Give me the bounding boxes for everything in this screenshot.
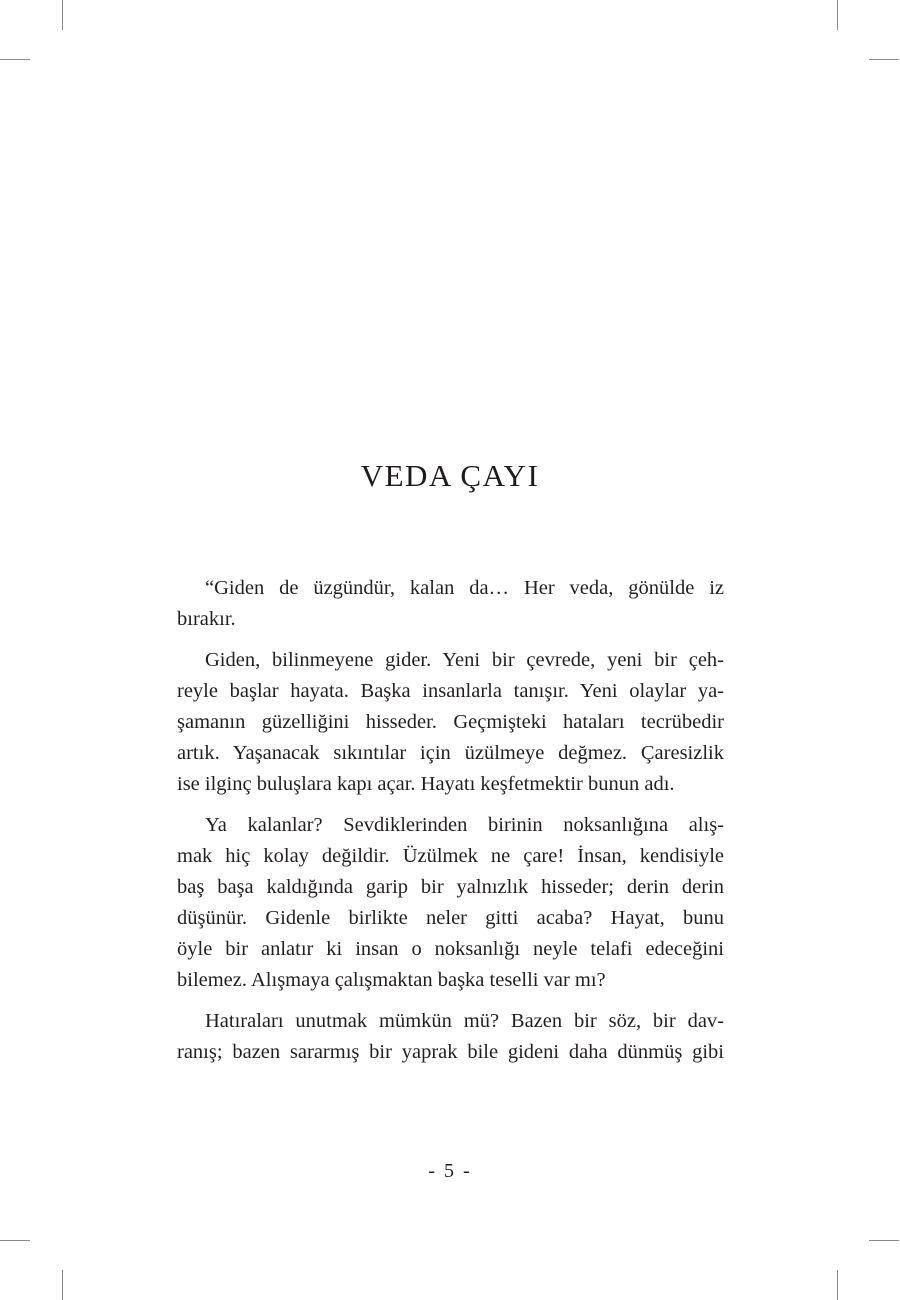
crop-mark-bottom-right-vertical xyxy=(837,1270,838,1300)
text-line: mak hiç kolay değildir. Üzülmek ne çare! İnsan, kendisiyle xyxy=(177,845,724,867)
page-number: - 5 - xyxy=(428,1160,472,1182)
crop-mark-top-left-horizontal xyxy=(0,59,30,60)
text-line: şamanın güzelliğini hisseder. Geçmişteki hataları tecrübedir xyxy=(177,711,724,733)
text-line: artık. Yaşanacak sıkıntılar için üzülmeye değmez. Çaresizlik xyxy=(177,742,724,764)
text-line: reyle başlar hayata. Başka insanlarla tanışır. Yeni olaylar ya- xyxy=(177,680,724,702)
text-line: bilemez. Alışmaya çalışmaktan başka teselli var mı? xyxy=(177,969,606,991)
text-line: Giden, bilinmeyene gider. Yeni bir çevrede, yeni bir çeh- xyxy=(205,649,724,671)
text-line: ranış; bazen sararmış bir yaprak bile gideni daha dünmüş gibi xyxy=(177,1041,724,1063)
text-line: Hatıraları unutmak mümkün mü? Bazen bir söz, bir dav- xyxy=(205,1010,724,1032)
paragraph-2 xyxy=(177,645,724,800)
crop-mark-bottom-right-horizontal xyxy=(869,1240,899,1241)
text-line: baş başa kaldığında garip bir yalnızlık hisseder; derin derin xyxy=(177,876,724,898)
text-line: bırakır. xyxy=(177,608,236,630)
paragraph-3 xyxy=(177,810,724,996)
text-line: ise ilginç buluşlara kapı açar. Hayatı keşfetmektir bunun adı. xyxy=(177,773,675,795)
chapter-title: VEDA ÇAYI xyxy=(360,458,540,493)
paragraph-4 xyxy=(177,1006,724,1068)
crop-mark-top-right-horizontal xyxy=(869,59,899,60)
text-line: öyle bir anlatır ki insan o noksanlığı neyle telafi edeceğini xyxy=(177,938,724,960)
text-line: düşünür. Gidenle birlikte neler gitti acaba? Hayat, bunu xyxy=(177,907,724,929)
crop-mark-bottom-left-vertical xyxy=(62,1270,63,1300)
chapter-body xyxy=(177,573,724,1078)
crop-mark-top-left-vertical xyxy=(62,0,63,30)
crop-mark-bottom-left-horizontal xyxy=(0,1240,30,1241)
text-line: “Giden de üzgündür, kalan da… Her veda, gönülde iz xyxy=(205,577,724,599)
text-line: Ya kalanlar? Sevdiklerinden birinin noksanlığına alış- xyxy=(205,814,724,836)
crop-mark-top-right-vertical xyxy=(837,0,838,30)
paragraph-1 xyxy=(177,573,724,635)
